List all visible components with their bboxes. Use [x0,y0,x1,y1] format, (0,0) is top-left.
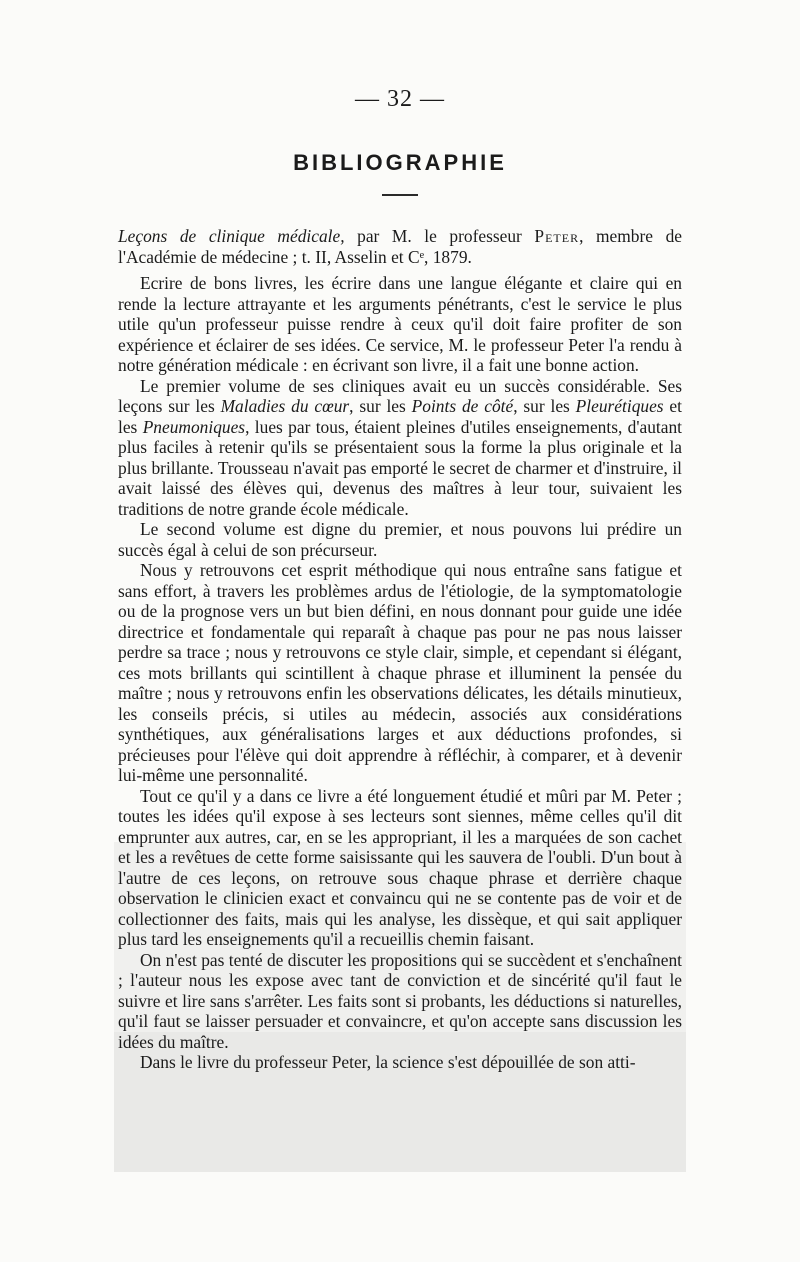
p2-text-d: et les [118,396,682,437]
paragraph-6: On n'est pas tenté de discuter les propositions qui se succèdent et s'enchaînent ; l'auteur nous les expose avec tant de conviction et de sincérité qu'il faut le suivre et lire sans s'arrêter. Les faits sont si probants, les déductions si naturelles, qu'il faut se laisser persuader et convaincre, et qu'on accepte sans discussion les idées du maître. [118,949,682,1052]
p2-text-c: , sur les [513,396,576,416]
p2-italic-maladies: Maladies du cœur [220,396,350,416]
p2-text-a: Le premier volume de ses cliniques avait eu un succès considérable. Ses leçons sur les [118,375,682,416]
paragraph-1: Ecrire de bons livres, les écrire dans une langue élégante et claire qui en rende la lecture attrayante et les arguments pénétrants, c'est le service le plus utile qu'un professeur puisse rendre à ceux qu'il doit faire profiter de son expérience et éclairer de ses idées. Ce service, M. le professeur Peter l'a rendu à notre génération médicale : en écrivant son livre, il a fait une bonne action. [118,273,682,375]
paragraph-7: Dans le livre du professeur Peter, la science s'est dépouillée de son atti- [140,1052,636,1072]
paragraph-4: Nous y retrouvons cet esprit méthodique qui nous entraîne sans fatigue et sans effort, à travers les problèmes ardus de l'étiologie, de la symptomatologie ou de la prognose vers un but bien défini, en nous donnant pour guide une idée directrice et fondamentale qui reparaît à chaque pas pour ne pas nous laisser perdre sa trace ; nous y retrouvons ce style clair, simple, et cependant si élégant, ces mots brillants qui scintillent à chaque phrase et illuminent la pensée du maître ; nous y retrouvons enfin les observations délicates, les détails minutieux, les conseils précis, si utiles au médecin, associés aux considérations synthétiques, aux généralisations larges et aux déductions profondes, si précieuses pour l'élève qui doit apprendre à réfléchir, à comparer, et à devenir lui-même une personnalité. [118,560,682,785]
p2-italic-pleuretiques: Pleurétiques [575,396,664,416]
reference-details: , membre de l'Académie de médecine ; t. II, Asselin et Cᵉ, 1879. [118,226,682,267]
bibliographic-reference [118,226,682,267]
p2-italic-pneumoniques: Pneumoniques [142,416,246,437]
title-rule [382,194,418,196]
book-title: Leçons de clinique médicale, [118,226,345,246]
reference-by: par M. le professeur [344,226,535,246]
p2-text-e: , lues par tous, étaient pleines d'utiles enseignements, d'autant plus faciles à retenir qu'ils se présentaient sous la forme la plus originale et la plus brillante. Trousseau n'avait pas emporté le secret de charmer et d'instruire, il avait laissé des élèves qui, devenus des maîtres à leur tour, suivaient les traditions de notre grande école médicale. [118,416,682,519]
p2-text-b: , sur les [349,396,412,416]
paragraph-5: Tout ce qu'il y a dans ce livre a été longuement étudié et mûri par M. Peter ; toutes les idées qu'il expose à ses lecteurs sont siennes, même celles qu'il dit emprunter aux autres, car, en se les appropriant, il les a marquées de son cachet et les a revêtues de cette forme saisissante qui les sauvera de l'oubli. D'un bout à l'autre de ces leçons, on retrouve sous chaque phrase et derrière chaque observation le clinicien exact et convaincu qui ne se contente pas de voir et de collectionner des faits, mais qui les analyse, les dissèque, et qui sait appliquer plus tard les enseignements qu'il a recueillis chemin faisant. [118,785,682,949]
author-name: Peter [534,226,580,246]
paragraph-3: Le second volume est digne du premier, et nous pouvons lui prédire un succès égal à celui de son précurseur. [118,519,682,560]
article-body [118,226,682,1073]
paragraph-2 [118,376,682,520]
p2-italic-points: Points de côté [411,396,514,416]
page-number: — 32 — [355,86,445,112]
page-title: BIBLIOGRAPHIE [293,150,507,175]
